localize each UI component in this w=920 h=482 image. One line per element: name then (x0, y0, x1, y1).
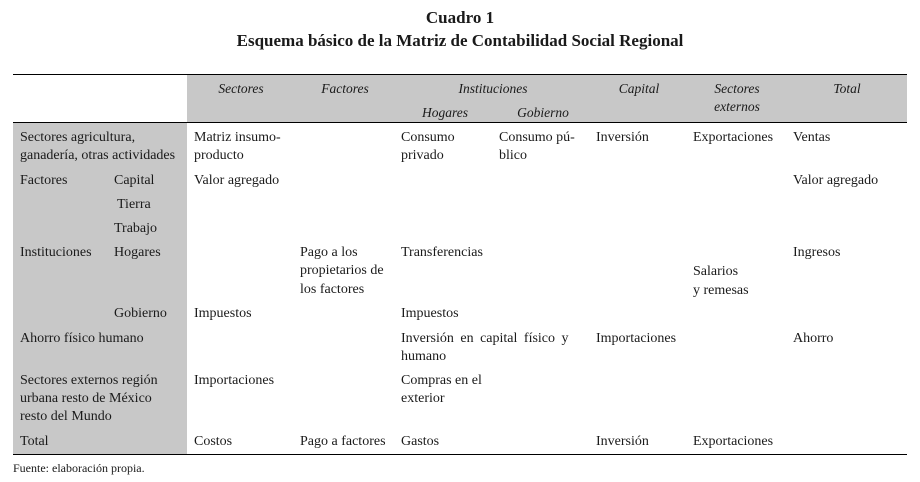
cell-factores-sectores: Valor agregado (194, 173, 280, 188)
row-label-externos-3: resto del Mundo (20, 409, 112, 424)
row-label-externos-2: urbana resto de México (20, 391, 152, 406)
cell-total-factores: Pago a factores (300, 434, 386, 449)
header-rule (13, 122, 907, 123)
cell-ahorro-capital: Importaciones (596, 331, 677, 346)
row-label-sectores-1: Sectores agricultura, (20, 130, 136, 145)
cell-sectores-externos: Exportaciones (693, 130, 774, 145)
cell-sectores-total: Ventas (793, 130, 831, 145)
header-instituciones: Instituciones (458, 81, 528, 96)
table-number: Cuadro 1 (425, 8, 495, 27)
header-total: Total (833, 81, 861, 96)
header-factores: Factores (321, 81, 369, 96)
cell-instituciones-total: Ingresos (793, 245, 841, 260)
cell-externos-hogares-2: exterior (401, 391, 445, 406)
header-gobierno: Gobierno (517, 105, 569, 120)
cell-total-hogares: Gastos (401, 434, 440, 449)
header-sectores-externos-1: Sectores (714, 81, 760, 96)
row-sublabel-hogares: Hogares (114, 245, 161, 260)
row-sublabel-gobierno: Gobierno (114, 306, 167, 321)
cell-sectores-capital: Inversión (596, 130, 649, 145)
cell-externos-sectores: Importaciones (194, 373, 275, 388)
cell-total-externos: Exportaciones (693, 434, 774, 449)
cell-ahorro-hogares-1: Inversión en capital físico y (401, 331, 569, 346)
header-sectores-externos-2: externos (714, 99, 760, 114)
row-label-instituciones: Instituciones (20, 245, 92, 260)
cell-instituciones-externos-1: Salarios (693, 264, 739, 279)
row-label-total: Total (20, 434, 49, 449)
cell-sectores-hogares-2: privado (401, 148, 444, 163)
row-sublabel-trabajo: Trabajo (114, 221, 158, 236)
cell-sectores-gobierno-2: blico (499, 148, 527, 163)
cell-sectores-sectores-1: Matriz insumo- (194, 130, 281, 145)
cell-gobierno-hogares: Impuestos (401, 306, 459, 321)
header-capital: Capital (618, 81, 660, 96)
cell-externos-hogares-1: Compras en el (401, 373, 482, 388)
cell-instituciones-factores-1: Pago a los (300, 245, 358, 260)
table-title: Esquema básico de la Matriz de Contabilidad Social Regional (236, 31, 684, 50)
cell-ahorro-hogares-2: humano (401, 349, 447, 364)
source-note: Fuente: elaboración propia. (13, 461, 145, 475)
cell-instituciones-factores-2: propietarios de (300, 263, 384, 278)
cell-instituciones-externos-2: y remesas (693, 283, 749, 298)
header-hogares: Hogares (422, 105, 468, 120)
cell-instituciones-hogares: Transferencias (401, 245, 483, 260)
cell-gobierno-sectores: Impuestos (194, 306, 252, 321)
row-label-factores: Factores (20, 173, 68, 188)
row-sublabel-capital: Capital (114, 173, 155, 188)
cell-ahorro-total: Ahorro (793, 331, 834, 346)
row-sublabel-tierra: Tierra (117, 197, 151, 212)
row-label-sectores-2: ganadería, otras actividades (20, 148, 176, 163)
header-sectores: Sectores (218, 81, 264, 96)
cell-factores-total: Valor agregado (793, 173, 879, 188)
cell-total-sectores: Costos (194, 434, 233, 449)
bottom-rule (13, 454, 907, 455)
row-label-ahorro: Ahorro físico humano (20, 331, 144, 346)
cell-instituciones-factores-3: los factores (300, 282, 365, 297)
cell-sectores-gobierno-1: Consumo pú- (499, 130, 575, 145)
row-label-externos-1: Sectores externos región (20, 373, 158, 388)
top-rule (13, 74, 907, 75)
cell-sectores-sectores-2: producto (194, 148, 244, 163)
cell-total-capital: Inversión (596, 434, 649, 449)
cell-sectores-hogares-1: Consumo (401, 130, 455, 145)
